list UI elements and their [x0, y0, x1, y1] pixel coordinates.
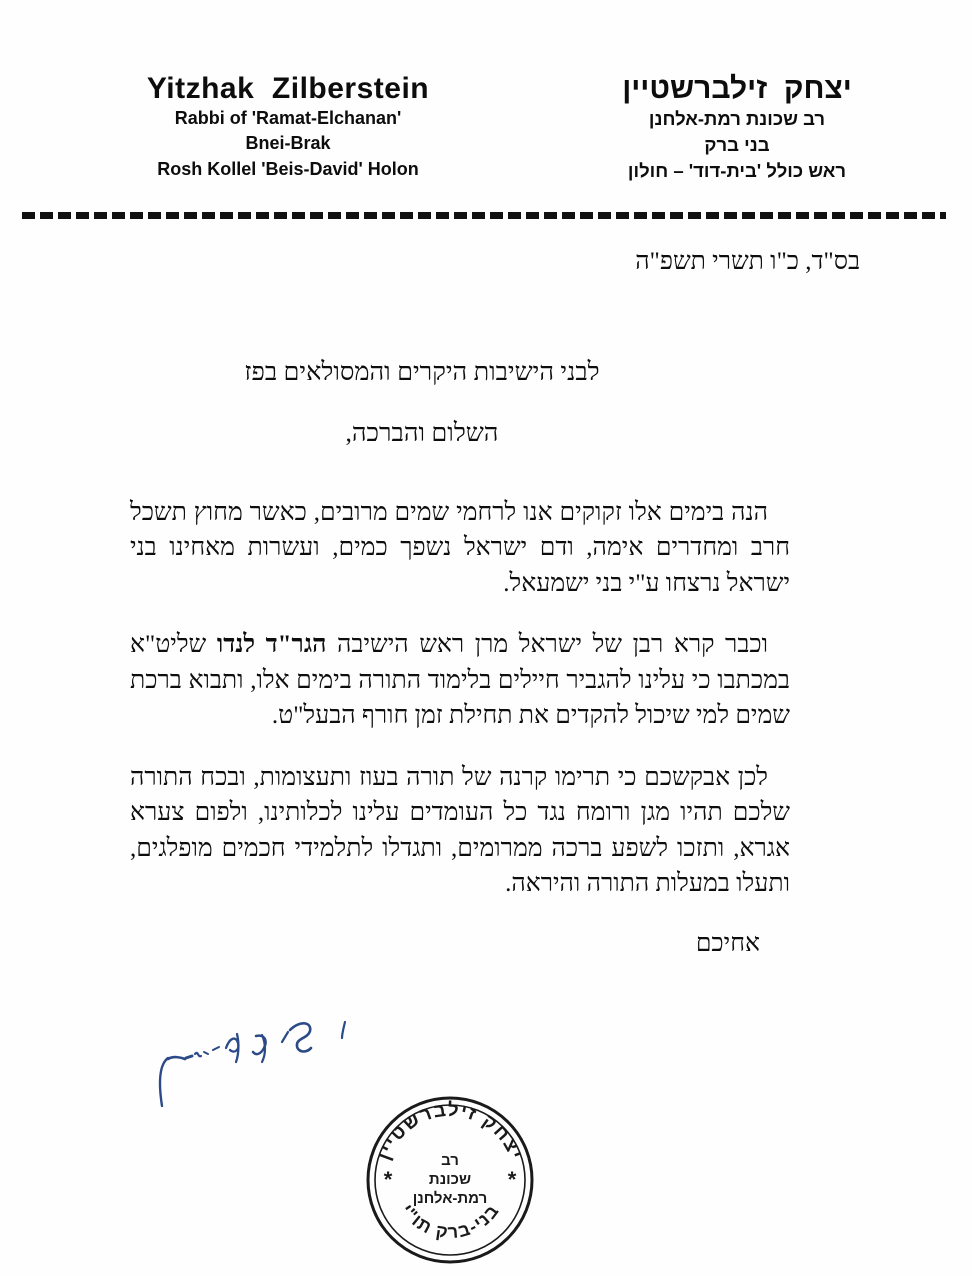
stamp-center-line-1: רב: [441, 1152, 459, 1169]
paragraph-container: [0, 495, 972, 961]
salutation-line-1: לבני הישיבות היקרים והמסולאים בפז: [244, 356, 600, 386]
letterhead-name-english: Yitzhak Zilberstein: [146, 72, 430, 105]
stamp-outer-bottom-text: בני-ברק תו"י: [396, 1200, 504, 1243]
letterhead-name-hebrew: יצחק זילברשטיין: [622, 72, 852, 105]
stamp-right-star-icon: *: [507, 1167, 517, 1192]
paragraph-1: הנה בימים אלו זקוקים אנו לרחמי שמים מרובים, כאשר מחוץ תשכל חרב ומחדרים אימה, ודם ישראל נשפך כמים, ועשרות מאחינו בני ישראל נרצחו ע"י בני ישמעאל.: [130, 498, 790, 597]
paragraph-3: לכן אבקשכם כי תרימו קרנה של תורה בעוז ותעצומות, ובכח התורה שלכם תהיו מגן ורומח נגד כל העומדים עלינו לכלותינו, ולפום צערא אגרא, ותזכו לשפע ברכה ממרומים, ותגדלו לתלמידי חכמים מופלגים, ותעלו במעלות התורה והיראה.: [130, 763, 790, 898]
letterhead-hebrew-line-2: בני ברק: [704, 133, 770, 155]
paragraph-2-emphasis-rabbi-name: הגר"ד לנדו: [216, 631, 327, 659]
letterhead-hebrew-line-3: ראש כולל 'בית-דוד' – חולון: [627, 160, 847, 182]
letterhead-english-line-2: Bnei-Brak: [245, 133, 331, 154]
stamp-center-line-2: שכונת: [428, 1171, 472, 1188]
letter-body: [0, 246, 972, 960]
letterhead-hebrew-line-1: רב שכונת רמת-אלחנן: [648, 107, 826, 129]
stamp-center-line-3: רמת-אלחנן: [412, 1190, 488, 1207]
date-line: בס"ד, כ"ו תשרי תשפ"ה: [635, 248, 860, 275]
paragraph-2: [130, 627, 790, 734]
letterhead-hebrew: [522, 72, 952, 184]
letterhead-english-line-1: Rabbi of 'Ramat-Elchanan': [174, 107, 402, 128]
stamp-outer-top-text: יצחק זילברשטיין: [373, 1099, 527, 1163]
letterhead-english-line-3: Rosh Kollel 'Beis-David' Holon: [157, 158, 419, 179]
paragraph-2-text-before: וכבר קרא רבן של ישראל מרן ראש הישיבה: [326, 631, 769, 659]
stamp-left-star-icon: *: [383, 1167, 393, 1192]
handwritten-signature: [140, 1002, 380, 1112]
signature-ink-strokes: [140, 1002, 380, 1112]
letterhead-english: [78, 72, 498, 182]
paragraph-2-text-after: שליט"א במכתבו כי עלינו להגביר חיילים בלימוד התורה בימים אלו, ותבוא ברכת שמים למי שיכול להקדים את תחילת זמן חורף הבעל"ט.: [130, 631, 790, 730]
salutation-line-2: השלום והברכה,: [345, 417, 499, 447]
letterhead-divider-rule: [22, 212, 946, 219]
official-rabbinical-stamp: [362, 1092, 538, 1268]
letterhead: [0, 72, 972, 202]
stamp-impression: [362, 1092, 538, 1268]
signoff-line: אחיכם: [695, 929, 760, 957]
